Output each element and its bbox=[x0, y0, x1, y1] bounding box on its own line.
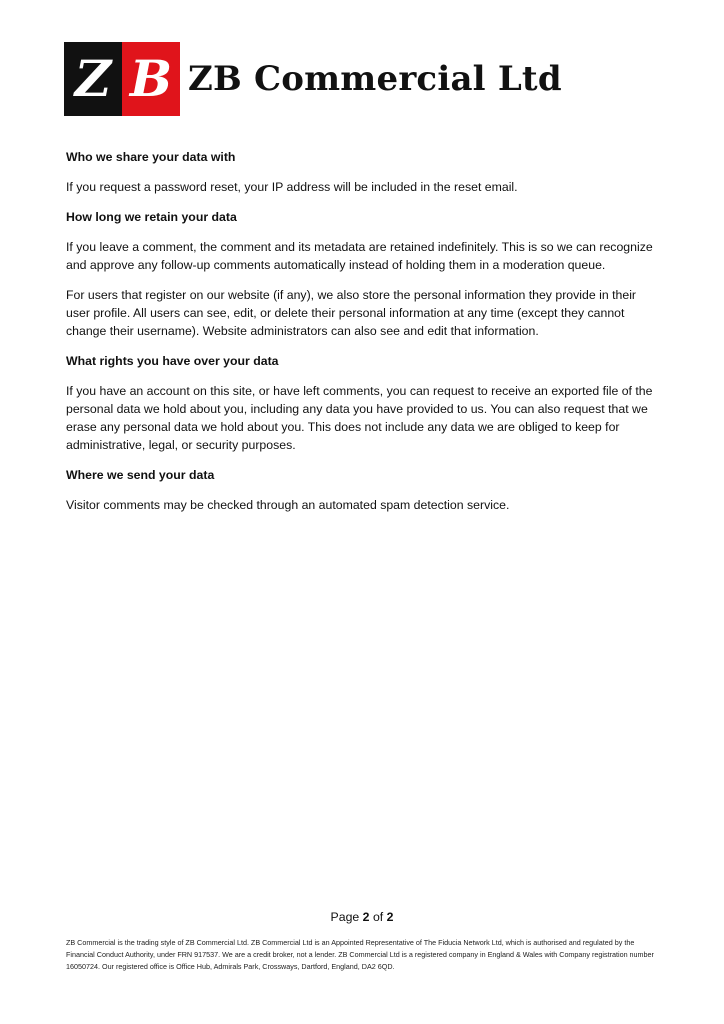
page-number bbox=[0, 910, 724, 924]
section-heading-retain: How long we retain your data bbox=[66, 210, 237, 224]
section-heading-share: Who we share your data with bbox=[66, 150, 236, 164]
page-number-prefix: Page bbox=[330, 910, 360, 924]
section-heading-send: Where we send your data bbox=[66, 468, 215, 482]
section-paragraph: If you leave a comment, the comment and its metadata are retained indefinitely. This is so we can recognize and approve any follow-up comments automatically instead of holding them in a moderation queue. bbox=[66, 240, 653, 272]
section-paragraph: If you request a password reset, your IP address will be included in the reset email. bbox=[66, 180, 518, 194]
section-paragraph: Visitor comments may be checked through an automated spam detection service. bbox=[66, 498, 510, 512]
section-heading-rights: What rights you have over your data bbox=[66, 354, 279, 368]
logo-z-block: Z bbox=[64, 42, 122, 116]
company-logo bbox=[64, 42, 180, 116]
logo-b-block: B bbox=[122, 42, 180, 116]
page-number-total: 2 bbox=[386, 910, 394, 924]
letterhead bbox=[64, 42, 562, 116]
page-number-current: 2 bbox=[362, 910, 370, 924]
company-name: ZB Commercial Ltd bbox=[188, 59, 562, 99]
section-paragraph: If you have an account on this site, or have left comments, you can request to receive an exported file of the personal data we hold about you, including any data you have provided to us. You can also request that we erase any personal data we hold about you. This does not include any data we are obliged to keep for administrative, legal, or security purposes. bbox=[66, 384, 653, 452]
legal-footer: ZB Commercial is the trading style of ZB Commercial Ltd. ZB Commercial Ltd is an Appointed Representative of The Fiducia Network Ltd, which is authorised and regulated by the Financial Conduct Authority, under FRN 917537. We are a credit broker, not a lender. ZB Commercial Ltd is a registered company in England & Wales with Company registration number 16050724. Our registered office is Office Hub, Admirals Park, Crossways, Dartford, England, DA2 6QD. bbox=[66, 938, 654, 971]
document-body bbox=[66, 148, 658, 526]
section-paragraph: For users that register on our website (if any), we also store the personal information they provide in their user profile. All users can see, edit, or delete their personal information at any time (except they cannot change their username). Website administrators can also see and edit that information. bbox=[66, 288, 637, 338]
page-number-separator: of bbox=[372, 910, 384, 924]
